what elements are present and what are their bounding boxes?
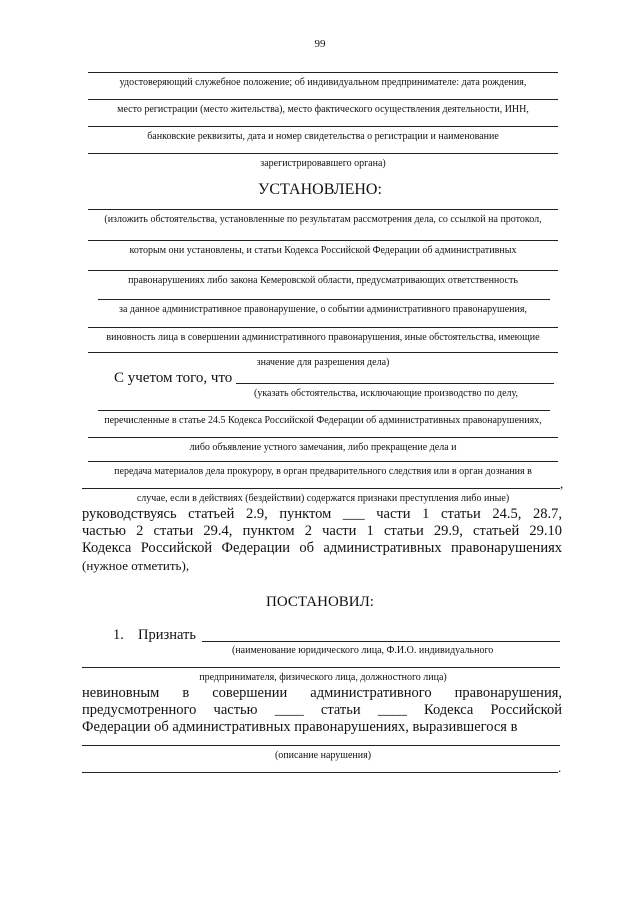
hint-text: (изложить обстоятельства, установленные по результатам рассмотрения дела, со ссылкой на протокол, xyxy=(104,214,542,225)
fill-line xyxy=(82,667,560,668)
fill-line xyxy=(88,240,558,241)
body-line: руководствуясь статьей 2.9, пунктом ___ части 1 статьи 24.5, 28.7, xyxy=(82,506,562,522)
body-line: (нужное отметить), xyxy=(82,558,190,573)
fill-line xyxy=(82,745,560,746)
hint-text: которым они установлены, и статьи Кодекса Российской Федерации об административных xyxy=(129,245,517,256)
body-line: предусмотренного частью ____ статьи ____ Кодекса Российской xyxy=(82,702,562,718)
page-number: 99 xyxy=(314,38,326,50)
fill-line xyxy=(236,383,554,384)
s-uchetom-label: С учетом того, что xyxy=(114,370,233,386)
hint-text: передача материалов дела прокурору, в орган предварительного следствия или в орган дознания в xyxy=(114,466,532,477)
fill-line xyxy=(88,99,558,100)
hint-text: правонарушениях либо закона Кемеровской области, предусматривающих ответственность xyxy=(128,275,518,286)
hint-text: либо объявление устного замечания, либо прекращение дела и xyxy=(189,442,457,453)
fill-line xyxy=(98,410,550,411)
hint-text: место регистрации (место жительства), место фактического осуществления деятельности, ИНН, xyxy=(117,104,529,115)
item-number: 1. xyxy=(113,627,124,643)
section-title-ustanovleno: УСТАНОВЛЕНО: xyxy=(258,181,382,198)
fill-line xyxy=(88,153,558,154)
hint-text: (указать обстоятельства, исключающие производство по делу, xyxy=(254,388,518,399)
hint-text: случае, если в действиях (бездействии) содержатся признаки преступления либо иные) xyxy=(136,493,510,504)
fill-line xyxy=(88,209,558,210)
fill-line xyxy=(98,299,550,300)
body-line: Федерации об административных правонарушениях, выразившегося в xyxy=(82,719,518,735)
item-label-priznat: Признать xyxy=(138,627,196,643)
hint-text: перечисленные в статье 24.5 Кодекса Российской Федерации об административных правонарушениях, xyxy=(104,415,542,426)
line-end-period: . xyxy=(558,760,562,775)
section-title-postanovil: ПОСТАНОВИЛ: xyxy=(266,594,374,610)
body-line: невиновным в совершении административного правонарушения, xyxy=(82,685,562,701)
fill-line xyxy=(88,270,558,271)
hint-text: (описание нарушения) xyxy=(274,750,372,761)
hint-text: виновность лица в совершении административного правонарушения, иные обстоятельства, имеющие xyxy=(106,332,540,343)
fill-line xyxy=(82,488,560,489)
hint-text: банковские реквизиты, дата и номер свидетельства о регистрации и наименование xyxy=(147,131,499,142)
hint-text: удостоверяющий служебное положение; об индивидуальном предпринимателе: дата рождения, xyxy=(119,77,527,88)
body-line: частью 2 статьи 29.4, пунктом 2 части 1 статьи 29.9, статьей 29.10 xyxy=(82,523,562,539)
body-line: Кодекса Российской Федерации об административных правонарушениях xyxy=(82,540,562,556)
fill-line xyxy=(88,126,558,127)
fill-line xyxy=(88,437,558,438)
hint-text: (наименование юридического лица, Ф.И.О. индивидуального xyxy=(232,645,494,656)
hint-text: за данное административное правонарушение, о событии административного правонарушения, xyxy=(119,304,527,315)
line-end-comma: , xyxy=(560,476,564,491)
fill-line xyxy=(82,772,558,773)
fill-line xyxy=(88,461,558,462)
hint-text: зарегистрировавшего органа) xyxy=(260,158,386,169)
fill-line xyxy=(88,352,558,353)
fill-line xyxy=(88,72,558,73)
fill-line xyxy=(202,641,560,642)
hint-text: предпринимателя, физического лица, должностного лица) xyxy=(199,672,447,683)
hint-text: значение для разрешения дела) xyxy=(256,357,390,368)
fill-line xyxy=(88,327,558,328)
